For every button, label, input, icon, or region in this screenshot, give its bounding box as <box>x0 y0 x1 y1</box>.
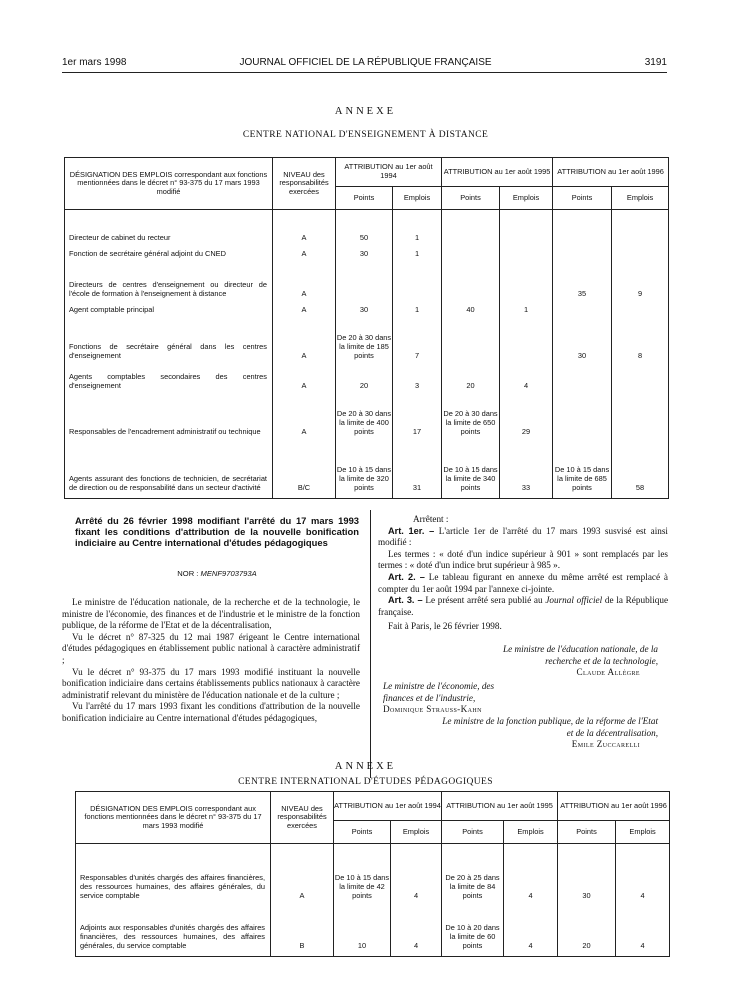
designation-label: Responsables d'unités chargés des affaires financières, des ressources humaines, des affaires générales, du service comptable <box>80 872 265 900</box>
article-2: Art. 2. – Le tableau figurant en annexe du même arrêté est remplacé à compter du 1er août 1994 par l'annexe ci-jointe. <box>378 571 669 594</box>
table-row <box>65 390 669 436</box>
spacer-cell <box>271 950 334 957</box>
emplois-cell: 1 <box>500 298 553 314</box>
points-cell <box>442 210 500 243</box>
decree-paragraph: Vu le décret n° 93-375 du 17 mars 1993 modifié instituant la nouvelle bonification indiciaire dans certains établissements publics nationaux à caractère administratif relevant du ministère de l'éducation nationale et de la culture ; <box>62 666 360 700</box>
emplois-cell: 4 <box>391 900 442 950</box>
niveau-cell: A <box>273 242 336 258</box>
emplois-cell <box>500 258 553 298</box>
points-cell <box>553 210 612 243</box>
annex1-subtitle: CENTRE NATIONAL D'ENSEIGNEMENT À DISTANCE <box>242 130 489 140</box>
points-cell <box>442 242 500 258</box>
signature-2-title: Le ministre de l'économie, des finances et de l'industrie, <box>383 681 495 703</box>
col-header-niveau: NIVEAU des responsabilités exercées <box>271 792 334 844</box>
column-divider <box>370 510 371 778</box>
designation-label: Directeurs de centres d'enseignement ou directeur de l'école de formation à l'enseignement à distance <box>69 279 267 298</box>
emplois-cell: 8 <box>612 314 669 360</box>
designation-cell <box>65 298 273 314</box>
emplois-cell <box>612 390 669 436</box>
spacer-cell <box>393 492 442 499</box>
points-cell: De 20 à 30 dans la limite de 400 points <box>336 390 393 436</box>
emplois-cell <box>393 258 442 298</box>
emplois-cell <box>612 298 669 314</box>
emplois-cell: 7 <box>393 314 442 360</box>
points-cell: 30 <box>336 298 393 314</box>
emplois-cell: 9 <box>612 258 669 298</box>
points-cell: 30 <box>336 242 393 258</box>
emplois-cell: 33 <box>500 436 553 492</box>
col-header-emplois: Emplois <box>612 187 669 210</box>
emplois-cell <box>500 314 553 360</box>
points-cell: De 10 à 15 dans la limite de 320 points <box>336 436 393 492</box>
niveau-cell: A <box>273 360 336 390</box>
decree-left-column <box>62 597 360 725</box>
decree-paragraph: Vu le décret n° 87-325 du 12 mai 1987 érigeant le Centre international d'études pédagogiques en établissement public national à caractère administratif ; <box>62 631 360 665</box>
table-row <box>65 242 669 258</box>
decree-paragraph: Le ministre de l'éducation nationale, de la recherche et de la technologie, le ministre de l'économie, des finances et de l'industrie et le ministre de la fonction publique, de la réforme de l'Etat et de la décentralisation, <box>62 597 360 631</box>
points-cell: De 10 à 15 dans la limite de 42 points <box>334 844 391 901</box>
points-cell: 30 <box>553 314 612 360</box>
nor-label: NOR : <box>177 569 199 578</box>
signature-2-name: Dominique Strauss-Kahn <box>383 704 482 714</box>
col-header-emplois: Emplois <box>391 821 442 844</box>
col-header-attribution-1996: ATTRIBUTION au 1er août 1996 <box>553 158 669 187</box>
niveau-cell: A <box>273 390 336 436</box>
spacer-cell <box>76 950 271 957</box>
table-row <box>76 844 670 901</box>
decree-right-column <box>378 514 668 633</box>
emplois-cell: 1 <box>393 242 442 258</box>
designation-label: Agent comptable principal <box>69 304 155 314</box>
article-3: Art. 3. – Le présent arrêté sera publié au Journal officiel de la République française. <box>378 595 669 617</box>
points-cell <box>442 314 500 360</box>
col-header-points: Points <box>558 821 616 844</box>
points-cell: 50 <box>336 210 393 243</box>
points-cell: De 20 à 30 dans la limite de 185 points <box>336 314 393 360</box>
spacer-cell <box>334 950 391 957</box>
annex1-title: ANNEXE <box>334 106 397 117</box>
spacer-cell <box>504 950 558 957</box>
spacer-cell <box>616 950 670 957</box>
article-1: Art. 1er. – L'article 1er de l'arrêté du 17 mars 1993 susvisé est ainsi modifié : <box>378 525 668 548</box>
points-cell: De 20 à 25 dans la limite de 84 points <box>442 844 504 901</box>
niveau-cell: A <box>273 210 336 243</box>
table-spacer-row <box>65 492 669 499</box>
spacer-cell <box>273 492 336 499</box>
emplois-cell: 17 <box>393 390 442 436</box>
designation-label: Fonctions de secrétaire général dans les centres d'enseignement <box>69 341 267 360</box>
decree-paragraph: Vu l'arrêté du 17 mars 1993 fixant les conditions d'attribution de la nouvelle bonification indiciaire au Centre international d'études pédagogiques, <box>62 701 360 723</box>
emplois-cell <box>612 210 669 243</box>
col-header-points: Points <box>442 821 504 844</box>
designation-cell <box>65 390 273 436</box>
col-header-attribution-1995: ATTRIBUTION au 1er août 1995 <box>442 792 558 821</box>
niveau-cell: B/C <box>273 436 336 492</box>
designation-cell <box>65 258 273 298</box>
points-cell: 40 <box>442 298 500 314</box>
decree-title: Arrêté du 26 février 1998 modifiant l'arrêté du 17 mars 1993 fixant les conditions d'attribution de la nouvelle bonification indiciaire au Centre international d'études pédagogiques <box>75 515 359 548</box>
signature-1-title: Le ministre de l'éducation nationale, de la recherche et de la technologie, <box>503 644 658 666</box>
niveau-cell: A <box>273 314 336 360</box>
emplois-cell: 3 <box>393 360 442 390</box>
niveau-cell: A <box>273 258 336 298</box>
table-row <box>65 298 669 314</box>
designation-label: Agents assurant des fonctions de technicien, de secrétariat de direction ou de responsabilité dans un secteur d'activité <box>69 473 267 492</box>
col-header-points: Points <box>334 821 391 844</box>
points-cell: 10 <box>334 900 391 950</box>
nor-code: MENF9703793A <box>200 569 257 578</box>
emplois-cell <box>612 360 669 390</box>
points-cell <box>336 258 393 298</box>
points-cell: De 10 à 15 dans la limite de 340 points <box>442 436 500 492</box>
signature-3-title: Le ministre de la fonction publique, de la réforme de l'Etat et de la décentralisation, <box>442 716 658 738</box>
table-spacer-row <box>76 950 670 957</box>
article-1-detail: Les termes : « doté d'un indice supérieur à 901 » sont remplacés par les termes : « doté d'un indice brut supérieur à 985 ». <box>378 548 668 571</box>
emplois-cell: 4 <box>504 900 558 950</box>
spacer-cell <box>442 950 504 957</box>
header-page-number: 3191 <box>644 57 667 68</box>
points-cell <box>553 390 612 436</box>
points-cell: 35 <box>553 258 612 298</box>
spacer-cell <box>65 492 273 499</box>
col-header-attribution-1994: ATTRIBUTION au 1er août 1994 <box>334 792 442 821</box>
fait-a-paris: Fait à Paris, le 26 février 1998. <box>388 621 502 632</box>
col-header-niveau: NIVEAU des responsabilités exercées <box>273 158 336 210</box>
spacer-cell <box>336 492 393 499</box>
emplois-cell: 31 <box>393 436 442 492</box>
spacer-cell <box>500 492 553 499</box>
emplois-cell: 4 <box>504 844 558 901</box>
header-date: 1er mars 1998 <box>62 57 127 68</box>
spacer-cell <box>391 950 442 957</box>
emplois-cell: 4 <box>500 360 553 390</box>
points-cell: 30 <box>558 844 616 901</box>
spacer-cell <box>442 492 500 499</box>
col-header-points: Points <box>336 187 393 210</box>
table-row <box>76 900 670 950</box>
niveau-cell: A <box>271 844 334 901</box>
spacer-cell <box>558 950 616 957</box>
col-header-attribution-1994: ATTRIBUTION au 1er août 1994 <box>336 158 442 187</box>
designation-label: Agents comptables secondaires des centres d'enseignement <box>69 371 267 390</box>
designation-cell <box>76 900 271 950</box>
annex2-title: ANNEXE <box>334 761 397 772</box>
col-header-emplois: Emplois <box>500 187 553 210</box>
emplois-cell: 4 <box>391 844 442 901</box>
col-header-designation: DÉSIGNATION DES EMPLOIS correspondant aux fonctions mentionnées dans le décret n° 93-375 du 17 mars 1993 modifié <box>65 158 273 210</box>
col-header-attribution-1996: ATTRIBUTION au 1er août 1996 <box>558 792 670 821</box>
designation-label: Fonction de secrétaire général adjoint du CNED <box>69 248 226 258</box>
emplois-cell <box>612 242 669 258</box>
designation-cell <box>65 242 273 258</box>
spacer-cell <box>612 492 669 499</box>
emplois-cell: 58 <box>612 436 669 492</box>
arretent: Arrêtent : <box>413 514 449 524</box>
designation-cell <box>65 360 273 390</box>
niveau-cell: A <box>273 298 336 314</box>
points-cell: 20 <box>558 900 616 950</box>
table-row <box>65 258 669 298</box>
emplois-cell: 29 <box>500 390 553 436</box>
col-header-emplois: Emplois <box>393 187 442 210</box>
col-header-designation: DÉSIGNATION DES EMPLOIS correspondant aux fonctions mentionnées dans le décret n° 93-375 du 17 mars 1993 modifié <box>76 792 271 844</box>
designation-label: Adjoints aux responsables d'unités chargés des affaires financières, des ressources humaines, des affaires générales, du service comptable <box>80 922 265 950</box>
points-cell: De 10 à 20 dans la limite de 60 points <box>442 900 504 950</box>
points-cell <box>553 298 612 314</box>
points-cell: 20 <box>336 360 393 390</box>
points-cell <box>442 258 500 298</box>
signature-1-name: Claude Allègre <box>576 667 640 677</box>
points-cell: De 10 à 15 dans la limite de 685 points <box>553 436 612 492</box>
designation-cell <box>76 844 271 901</box>
designation-label: Directeur de cabinet du recteur <box>69 232 171 242</box>
points-cell <box>553 242 612 258</box>
designation-cell <box>65 210 273 243</box>
col-header-attribution-1995: ATTRIBUTION au 1er août 1995 <box>442 158 553 187</box>
points-cell: 20 <box>442 360 500 390</box>
emplois-cell: 4 <box>616 900 670 950</box>
emplois-cell: 4 <box>616 844 670 901</box>
emplois-cell <box>500 242 553 258</box>
table-row <box>65 314 669 360</box>
designation-label: Responsables de l'encadrement administratif ou technique <box>69 426 261 436</box>
col-header-points: Points <box>442 187 500 210</box>
spacer-cell <box>553 492 612 499</box>
annex1-table <box>64 157 669 499</box>
emplois-cell: 1 <box>393 298 442 314</box>
annex2-subtitle: CENTRE INTERNATIONAL D'ÉTUDES PÉDAGOGIQUES <box>238 777 493 787</box>
table-row <box>65 436 669 492</box>
table-row <box>65 210 669 243</box>
annex2-table <box>75 791 670 957</box>
col-header-points: Points <box>553 187 612 210</box>
niveau-cell: B <box>271 900 334 950</box>
header-journal-title: JOURNAL OFFICIEL DE LA RÉPUBLIQUE FRANÇAISE <box>239 57 492 68</box>
table-row <box>65 360 669 390</box>
col-header-emplois: Emplois <box>616 821 670 844</box>
designation-cell <box>65 436 273 492</box>
header-rule <box>62 72 667 73</box>
signature-3-name: Emile Zuccarelli <box>571 739 640 749</box>
emplois-cell: 1 <box>393 210 442 243</box>
emplois-cell <box>500 210 553 243</box>
col-header-emplois: Emplois <box>504 821 558 844</box>
points-cell: De 20 à 30 dans la limite de 650 points <box>442 390 500 436</box>
decree-nor <box>75 569 359 578</box>
designation-cell <box>65 314 273 360</box>
points-cell <box>553 360 612 390</box>
